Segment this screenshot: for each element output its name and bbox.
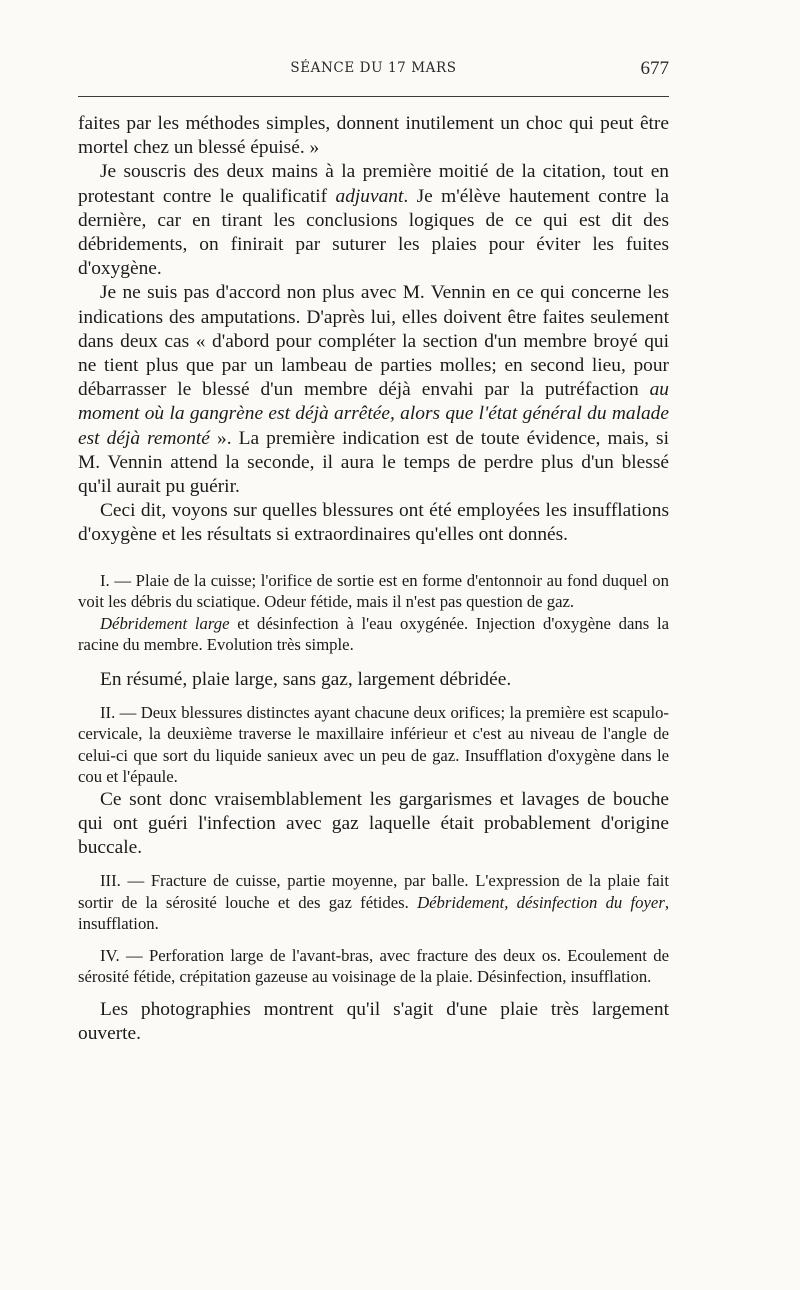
paragraph-4 <box>78 499 669 547</box>
case-2-text: II. — Deux blessures distinctes ayant chacune deux orifices; la première est scapulo-cervicale, la deuxième traverse le maxillaire inférieur et c'est au niveau de l'angle de celui-ci que sort du liquide sanieux avec un peu de gaz. Insufflation d'oxygène dans le cou et l'épaule. <box>78 702 669 787</box>
paragraph-2 <box>78 160 669 281</box>
case-4 <box>78 945 669 988</box>
case-4-text: IV. — Perforation large de l'avant-bras, avec fracture des deux os. Ecoulement de sérosité fétide, crépitation gazeuse au voisinage de la plaie. Désinfection, insufflation. <box>78 945 669 987</box>
case-2 <box>78 702 669 788</box>
case-3-italic: Débridement, désinfection du foyer <box>417 892 665 912</box>
header-rule <box>78 96 669 97</box>
paragraph-3 <box>78 281 669 499</box>
summary-1-text: En résumé, plaie large, sans gaz, largement débridée. <box>100 668 512 690</box>
closing-paragraph <box>78 998 669 1046</box>
case-1 <box>78 570 669 613</box>
paragraph-2-text-c: . Je m'élève hautement contre la dernière, car en tirant les conclusions logiques de ce qui est dit des débridements, on finirait par suturer les plaies pour éviter les fuites d'oxygène. <box>78 185 670 280</box>
paragraph-3-text-c: ». La première indication est de toute évidence, mais, si M. Vennin attend la seconde, il aura le temps de perdre plus d'un blessé qu'il aurait pu guérir. <box>78 427 669 498</box>
summary-2 <box>78 788 669 861</box>
case-3 <box>78 870 669 935</box>
paragraph-3-text-a: Je ne suis pas d'accord non plus avec M. Vennin en ce qui concerne les indications des amputations. D'après lui, elles doivent être faites seulement dans deux cas « d'abord pour compléter la section d'un membre broyé qui ne tient plus que par un lambeau de parties molles; en second lieu, pour débarrasser le blessé d'un membre déjà envahi par la putréfaction <box>78 282 669 401</box>
case-1-treatment <box>78 613 669 656</box>
case-1-text: I. — Plaie de la cuisse; l'orifice de sortie est en forme d'entonnoir au fond duquel on voit les débris du sciatique. Odeur fétide, mais il n'est pas question de gaz. <box>78 570 669 612</box>
case-3-text-a: III. — Fracture de cuisse, partie moyenne, par balle. L'expression de la plaie fait sortir de la sérosité louche et des gaz fétides. <box>78 871 669 912</box>
paragraph-3-italic: au moment où la gangrène est déjà arrêtée, alors que l'état général du malade est déjà remonté <box>78 379 669 449</box>
paragraph-2-text-a: Je souscris des deux mains à la première moitié de la citation, tout en protestant contre le qualificatif <box>78 161 669 207</box>
case-1-italic: Débridement large <box>100 613 230 633</box>
running-head: SÉANCE DU 17 MARS <box>290 60 457 76</box>
closing-paragraph-text: Les photographies montrent qu'il s'agit d'une plaie très largement ouverte. <box>78 998 669 1045</box>
paragraph-4-text: Ceci dit, voyons sur quelles blessures ont été employées les insufflations d'oxygène et les résultats si extraordinaires qu'elles ont donnés. <box>78 500 669 546</box>
paragraph-1-text: faites par les méthodes simples, donnent inutilement un choc qui peut être mortel chez un blessé épuisé. » <box>78 113 669 159</box>
body-text <box>78 112 669 1046</box>
page-header <box>78 60 669 84</box>
paragraph-2-italic: adjuvant <box>335 185 404 207</box>
summary-1 <box>78 668 669 692</box>
summary-2-text: Ce sont donc vraisemblablement les gargarismes et lavages de bouche qui ont guéri l'infection avec gaz laquelle était probablement d'origine buccale. <box>78 788 669 859</box>
case-3-text-c: , insufflation. <box>78 892 670 934</box>
case-1-treatment-text: et désinfection à l'eau oxygénée. Injection d'oxygène dans la racine du membre. Evolution très simple. <box>78 613 669 655</box>
page-number: 677 <box>640 58 669 79</box>
paragraph-1 <box>78 112 669 160</box>
